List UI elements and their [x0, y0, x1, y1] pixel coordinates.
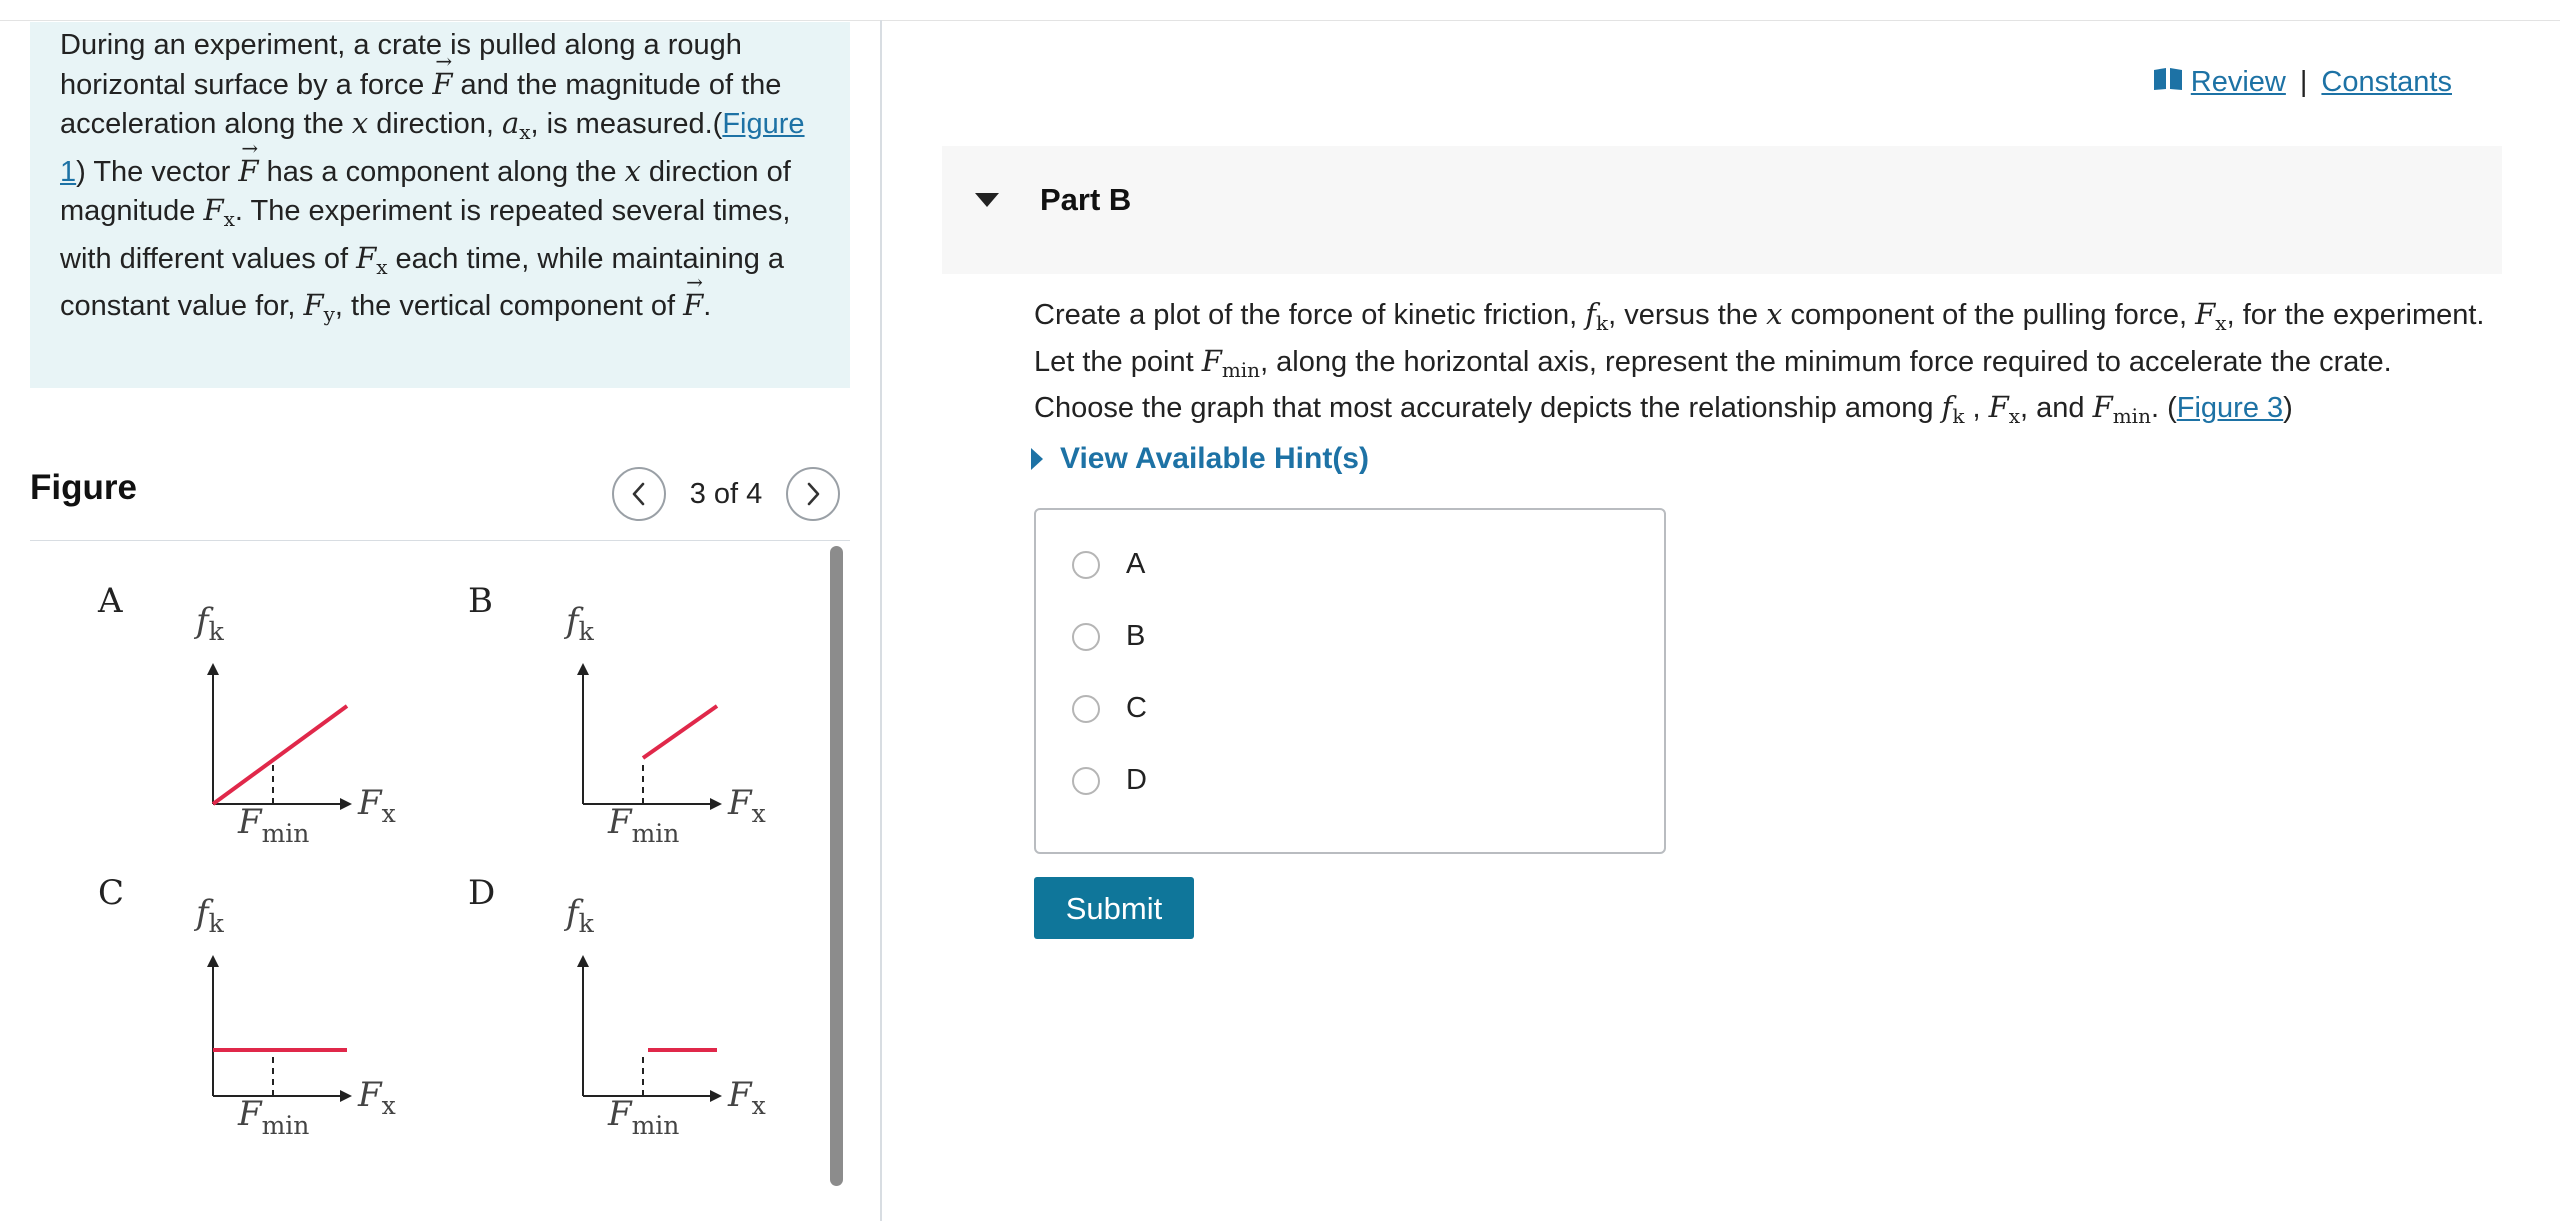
part-title: Part B [1040, 182, 1132, 217]
x-axis-arrow [340, 1090, 352, 1102]
graph-letter: B [468, 581, 493, 621]
choice-a[interactable] [1072, 548, 1145, 581]
svg-text:fk: $f_k$ [193, 893, 225, 938]
svg-text:Fx: $F_x$ [358, 1075, 396, 1120]
figure-title: Figure [30, 468, 137, 507]
answer-choices [1034, 508, 1666, 854]
figure-3-link[interactable]: Figure 3 [2176, 392, 2284, 424]
caret-down-icon [974, 192, 1000, 208]
svg-text:Fmin: $F_{min}$ [238, 802, 310, 848]
fmin-label: F [608, 802, 632, 842]
graph-letter: C [98, 873, 125, 913]
view-hints-toggle[interactable] [1030, 442, 1369, 476]
figure-graphs [40, 550, 820, 1190]
svg-text:Fmin: $F_{min}$ [608, 802, 680, 848]
question-text: Create a plot of the force of kinetic friction, $f_k$, versus the x component of the pulling force, $F_x$, for the experiment. Let the point $F_{min}$, along the horizontal axis, represent the minimum force required to accelerate the crate. Choose the graph that most accurately depicts the relationship among $f_k$ , $F_x$, and $F_{min}$. (Figure 3) [1034, 297, 2485, 428]
problem-statement [30, 22, 850, 388]
x-axis-arrow [710, 1090, 722, 1102]
radio-c[interactable] [1072, 695, 1100, 723]
vector-F: → F [432, 65, 452, 104]
graph-a [40, 550, 400, 855]
x-axis-label: F [358, 783, 382, 823]
svg-text:Fmin: $F_{min}$ [238, 1094, 310, 1140]
figure-scrollbar[interactable] [830, 546, 843, 1186]
svg-text:fk: $f_k$ [563, 893, 595, 938]
review-link[interactable]: Review [2190, 66, 2286, 98]
y-axis-label: f [196, 893, 209, 933]
submit-button[interactable]: Submit [1034, 877, 1194, 939]
problem-text: During an experiment, a crate is pulled along a rough horizontal surface by a force → F and the magnitude of the acceleration along the x direction, $a_x$, is measured.(Figure 1) The vector → F has a component along the x direction of magnitude $F_x$. The experiment is repeated several times, with different values of $F_x$ each time, while maintaining a constant value for, $F_y$, the vertical component of → F. [60, 26, 820, 334]
svg-text:Fx: $F_x$ [728, 1075, 766, 1120]
x-axis-label: F [728, 783, 752, 823]
radio-d[interactable] [1072, 767, 1100, 795]
top-divider [0, 20, 2560, 21]
next-figure-button[interactable] [786, 467, 840, 521]
chevron-left-icon [629, 481, 649, 507]
choice-d[interactable] [1072, 764, 1147, 797]
friction-line [643, 706, 717, 758]
y-axis-label: f [566, 601, 579, 641]
y-axis-label: f [566, 893, 579, 933]
book-icon [2153, 66, 2183, 99]
choice-label: C [1126, 692, 1147, 724]
graph-c [40, 842, 400, 1147]
previous-figure-button[interactable] [612, 467, 666, 521]
chevron-right-icon [803, 481, 823, 507]
svg-text:fk: $f_k$ [193, 601, 225, 646]
radio-b[interactable] [1072, 623, 1100, 651]
graph-letter: A [98, 581, 123, 621]
graph-b [410, 550, 770, 855]
radio-a[interactable] [1072, 551, 1100, 579]
graph-d [410, 842, 770, 1147]
view-hints-label: View Available Hint(s) [1060, 442, 1369, 475]
choice-c[interactable] [1072, 692, 1147, 725]
y-axis-label: f [196, 601, 209, 641]
x-axis-arrow [340, 798, 352, 810]
caret-right-icon [1030, 447, 1044, 471]
svg-text:fk: $f_k$ [563, 601, 595, 646]
svg-text:Fx: $F_x$ [358, 783, 396, 828]
constants-link[interactable]: Constants [2321, 66, 2452, 98]
graph-letter: D [468, 873, 496, 913]
fmin-label: F [238, 802, 262, 842]
figure-page-count: 3 of 4 [689, 477, 763, 510]
column-divider [880, 20, 882, 1221]
figure-1-link[interactable]: Figure 1 [60, 108, 805, 188]
figure-separator [30, 540, 850, 541]
fmin-label: F [238, 1094, 262, 1134]
friction-line [213, 706, 347, 804]
choice-label: D [1126, 764, 1147, 796]
choice-b[interactable] [1072, 620, 1145, 653]
x-axis-arrow [710, 798, 722, 810]
x-axis-label: F [358, 1075, 382, 1115]
svg-text:Fx: $F_x$ [728, 783, 766, 828]
figure-pager [612, 466, 840, 522]
fmin-label: F [608, 1094, 632, 1134]
link-separator: | [2299, 66, 2308, 98]
part-header[interactable] [942, 146, 2502, 274]
choice-label: A [1126, 548, 1146, 580]
x-axis-label: F [728, 1075, 752, 1115]
choice-label: B [1126, 620, 1146, 652]
resource-links [2153, 66, 2452, 99]
svg-text:Fmin: $F_{min}$ [608, 1094, 680, 1140]
